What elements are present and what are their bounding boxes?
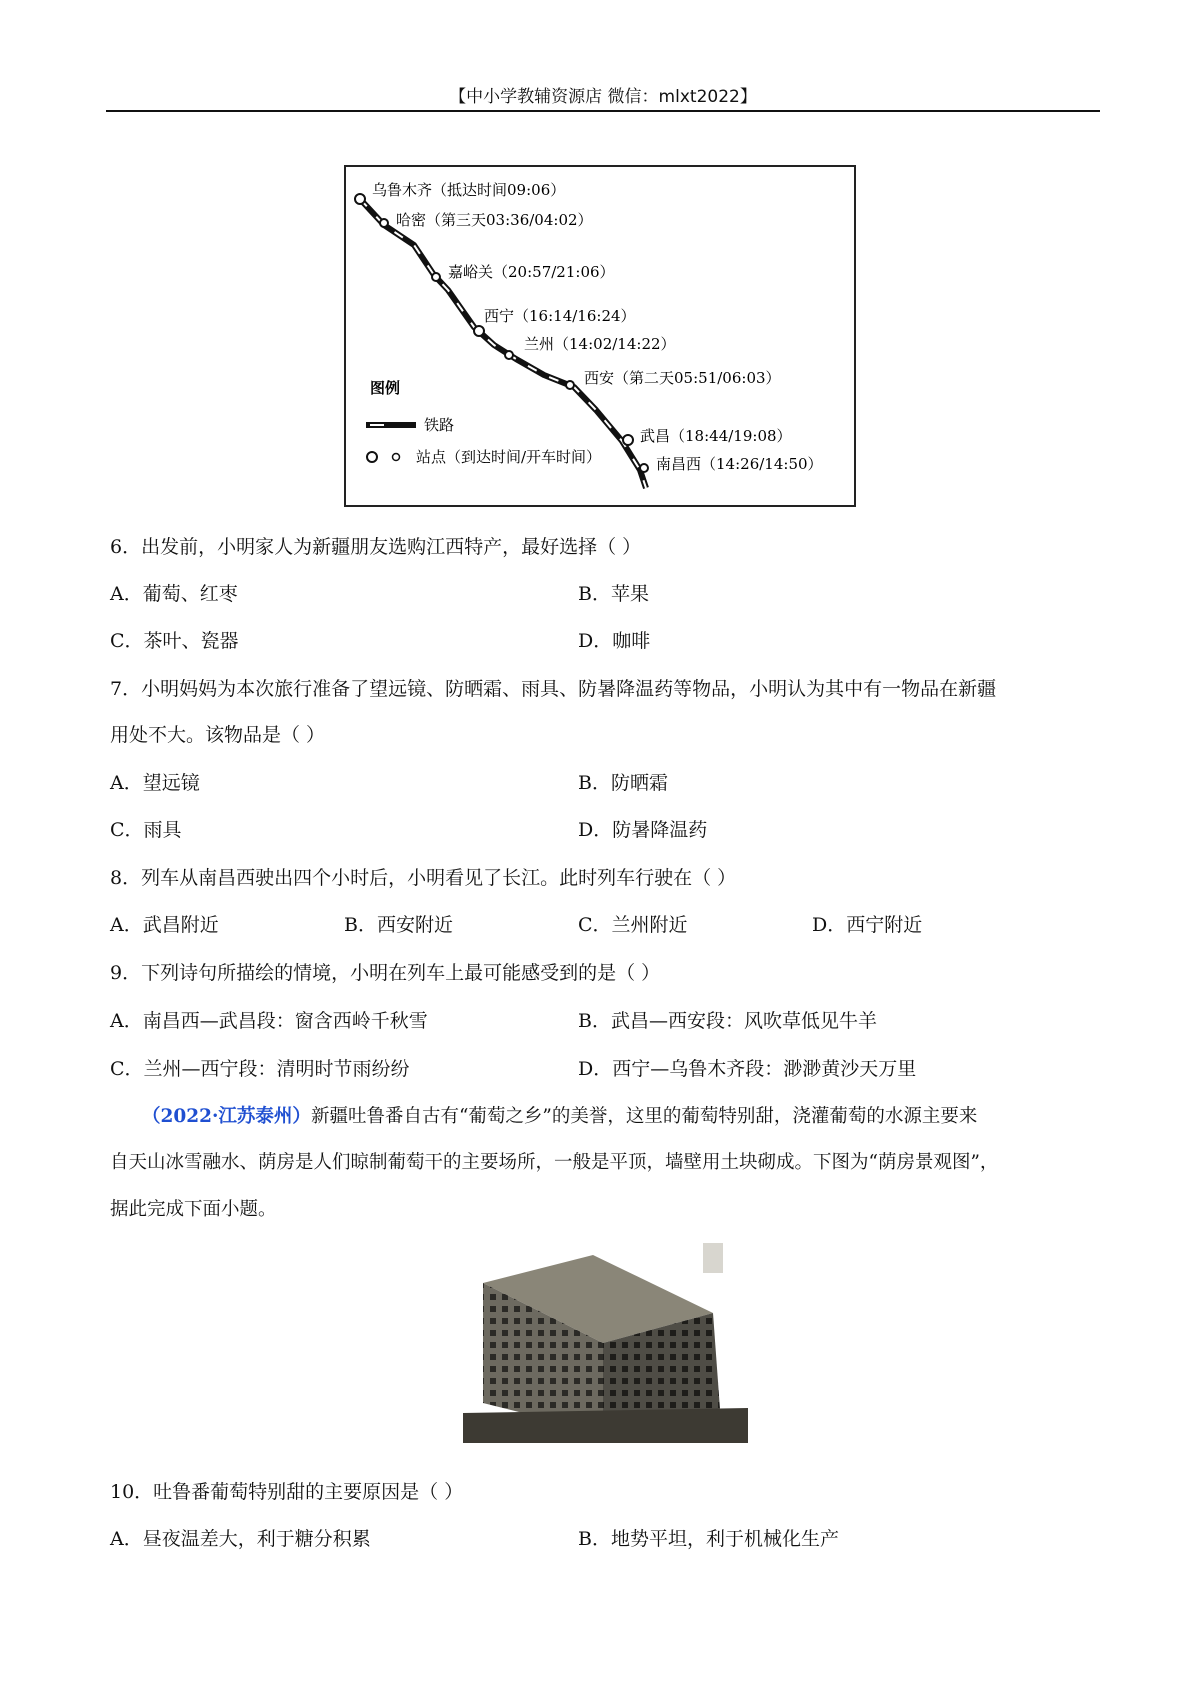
header-divider (106, 110, 1100, 112)
station-label-5: 西安（第二天05:51/06:03） (584, 369, 781, 387)
station-jiayuguan-icon (432, 273, 440, 281)
question-10-option-b: B．地势平坦，利于机械化生产 (578, 1528, 839, 1550)
question-9-option-b: B．武昌—西安段：风吹草低见牛羊 (578, 1010, 877, 1032)
source-tag: （2022·江苏泰州） (142, 1106, 311, 1127)
question-8-option-d: D．西宁附近 (812, 914, 923, 936)
legend-station-label: 站点（到达时间/开车时间） (416, 448, 602, 466)
station-urumqi-icon (355, 194, 365, 204)
railway-route-map (344, 165, 856, 507)
question-7-option-b: B．防晒霜 (578, 772, 668, 794)
legend-title: 图例 (370, 379, 401, 397)
station-nanchangxi-icon (640, 464, 648, 472)
intro-line-3: 据此完成下面小题。 (110, 1199, 277, 1220)
station-label-1: 哈密（第三天03:36/04:02） (396, 211, 593, 229)
question-9-option-c: C．兰州—西宁段：清明时节雨纷纷 (110, 1058, 410, 1080)
question-6-option-d: D．咖啡 (578, 630, 651, 652)
station-hami-icon (380, 219, 388, 227)
legend-station-open-icon (393, 454, 400, 461)
question-9-option-a: A．南昌西—武昌段：窗含西岭千秋雪 (110, 1010, 428, 1032)
page-header: 【中小学教辅资源店 微信：mlxt2022】 (449, 87, 757, 107)
station-label-6: 武昌（18:44/19:08） (640, 427, 792, 445)
question-10-stem: 10．吐鲁番葡萄特别甜的主要原因是（ ） (110, 1481, 464, 1503)
question-6-option-c: C．茶叶、瓷器 (110, 630, 239, 652)
question-7-option-a: A．望远镜 (110, 772, 200, 794)
question-6-option-b: B．苹果 (578, 583, 649, 605)
legend-railway-icon (366, 422, 416, 428)
station-label-7: 南昌西（14:26/14:50） (656, 455, 823, 473)
intro-line-2: 自天山冰雪融水、荫房是人们晾制葡萄干的主要场所，一般是平顶，墙壁用土块砌成。下图为“荫房景观图”， (110, 1152, 999, 1173)
question-7-option-c: C．雨具 (110, 819, 182, 841)
station-label-0: 乌鲁木齐（抵达时间09:06） (372, 181, 566, 199)
question-8-option-b: B．西安附近 (344, 914, 453, 936)
question-8-option-c: C．兰州附近 (578, 914, 688, 936)
question-6-stem: 6．出发前，小明家人为新疆朋友选购江西特产，最好选择（ ） (110, 536, 642, 558)
question-7-stem: 7．小明妈妈为本次旅行准备了望远镜、防晒霜、雨具、防暑降温药等物品，小明认为其中有一物品在新疆 (110, 678, 997, 700)
legend-railway-label: 铁路 (424, 416, 455, 434)
station-xining-icon (474, 326, 484, 336)
question-9-option-d: D．西宁—乌鲁木齐段：渺渺黄沙天万里 (578, 1058, 917, 1080)
question-7-option-d: D．防暑降温药 (578, 819, 708, 841)
legend-station-filled-icon (367, 452, 377, 462)
question-8-stem: 8．列车从南昌西驶出四个小时后，小明看见了长江。此时列车行驶在（ ） (110, 867, 737, 889)
station-wuchang-icon (623, 435, 633, 445)
question-10-option-a: A．昼夜温差大，利于糖分积累 (110, 1528, 371, 1550)
station-lanzhou-icon (505, 351, 513, 359)
question-9-stem: 9．下列诗句所描绘的情境，小明在列车上最可能感受到的是（ ） (110, 962, 661, 984)
station-label-3: 西宁（16:14/16:24） (484, 307, 636, 325)
station-label-4: 兰州（14:02/14:22） (524, 335, 676, 353)
station-label-2: 嘉峪关（20:57/21:06） (448, 263, 615, 281)
station-xian-icon (566, 381, 574, 389)
shade-house-photo (463, 1243, 748, 1443)
intro-line-1: （2022·江苏泰州）新疆吐鲁番自古有“葡萄之乡”的美誉，这里的葡萄特别甜，浇灌葡萄的水源主要来 (142, 1106, 978, 1127)
question-7-stem-cont: 用处不大。该物品是（ ） (110, 724, 326, 746)
question-8-option-a: A．武昌附近 (110, 914, 219, 936)
question-6-option-a: A．葡萄、红枣 (110, 583, 238, 605)
